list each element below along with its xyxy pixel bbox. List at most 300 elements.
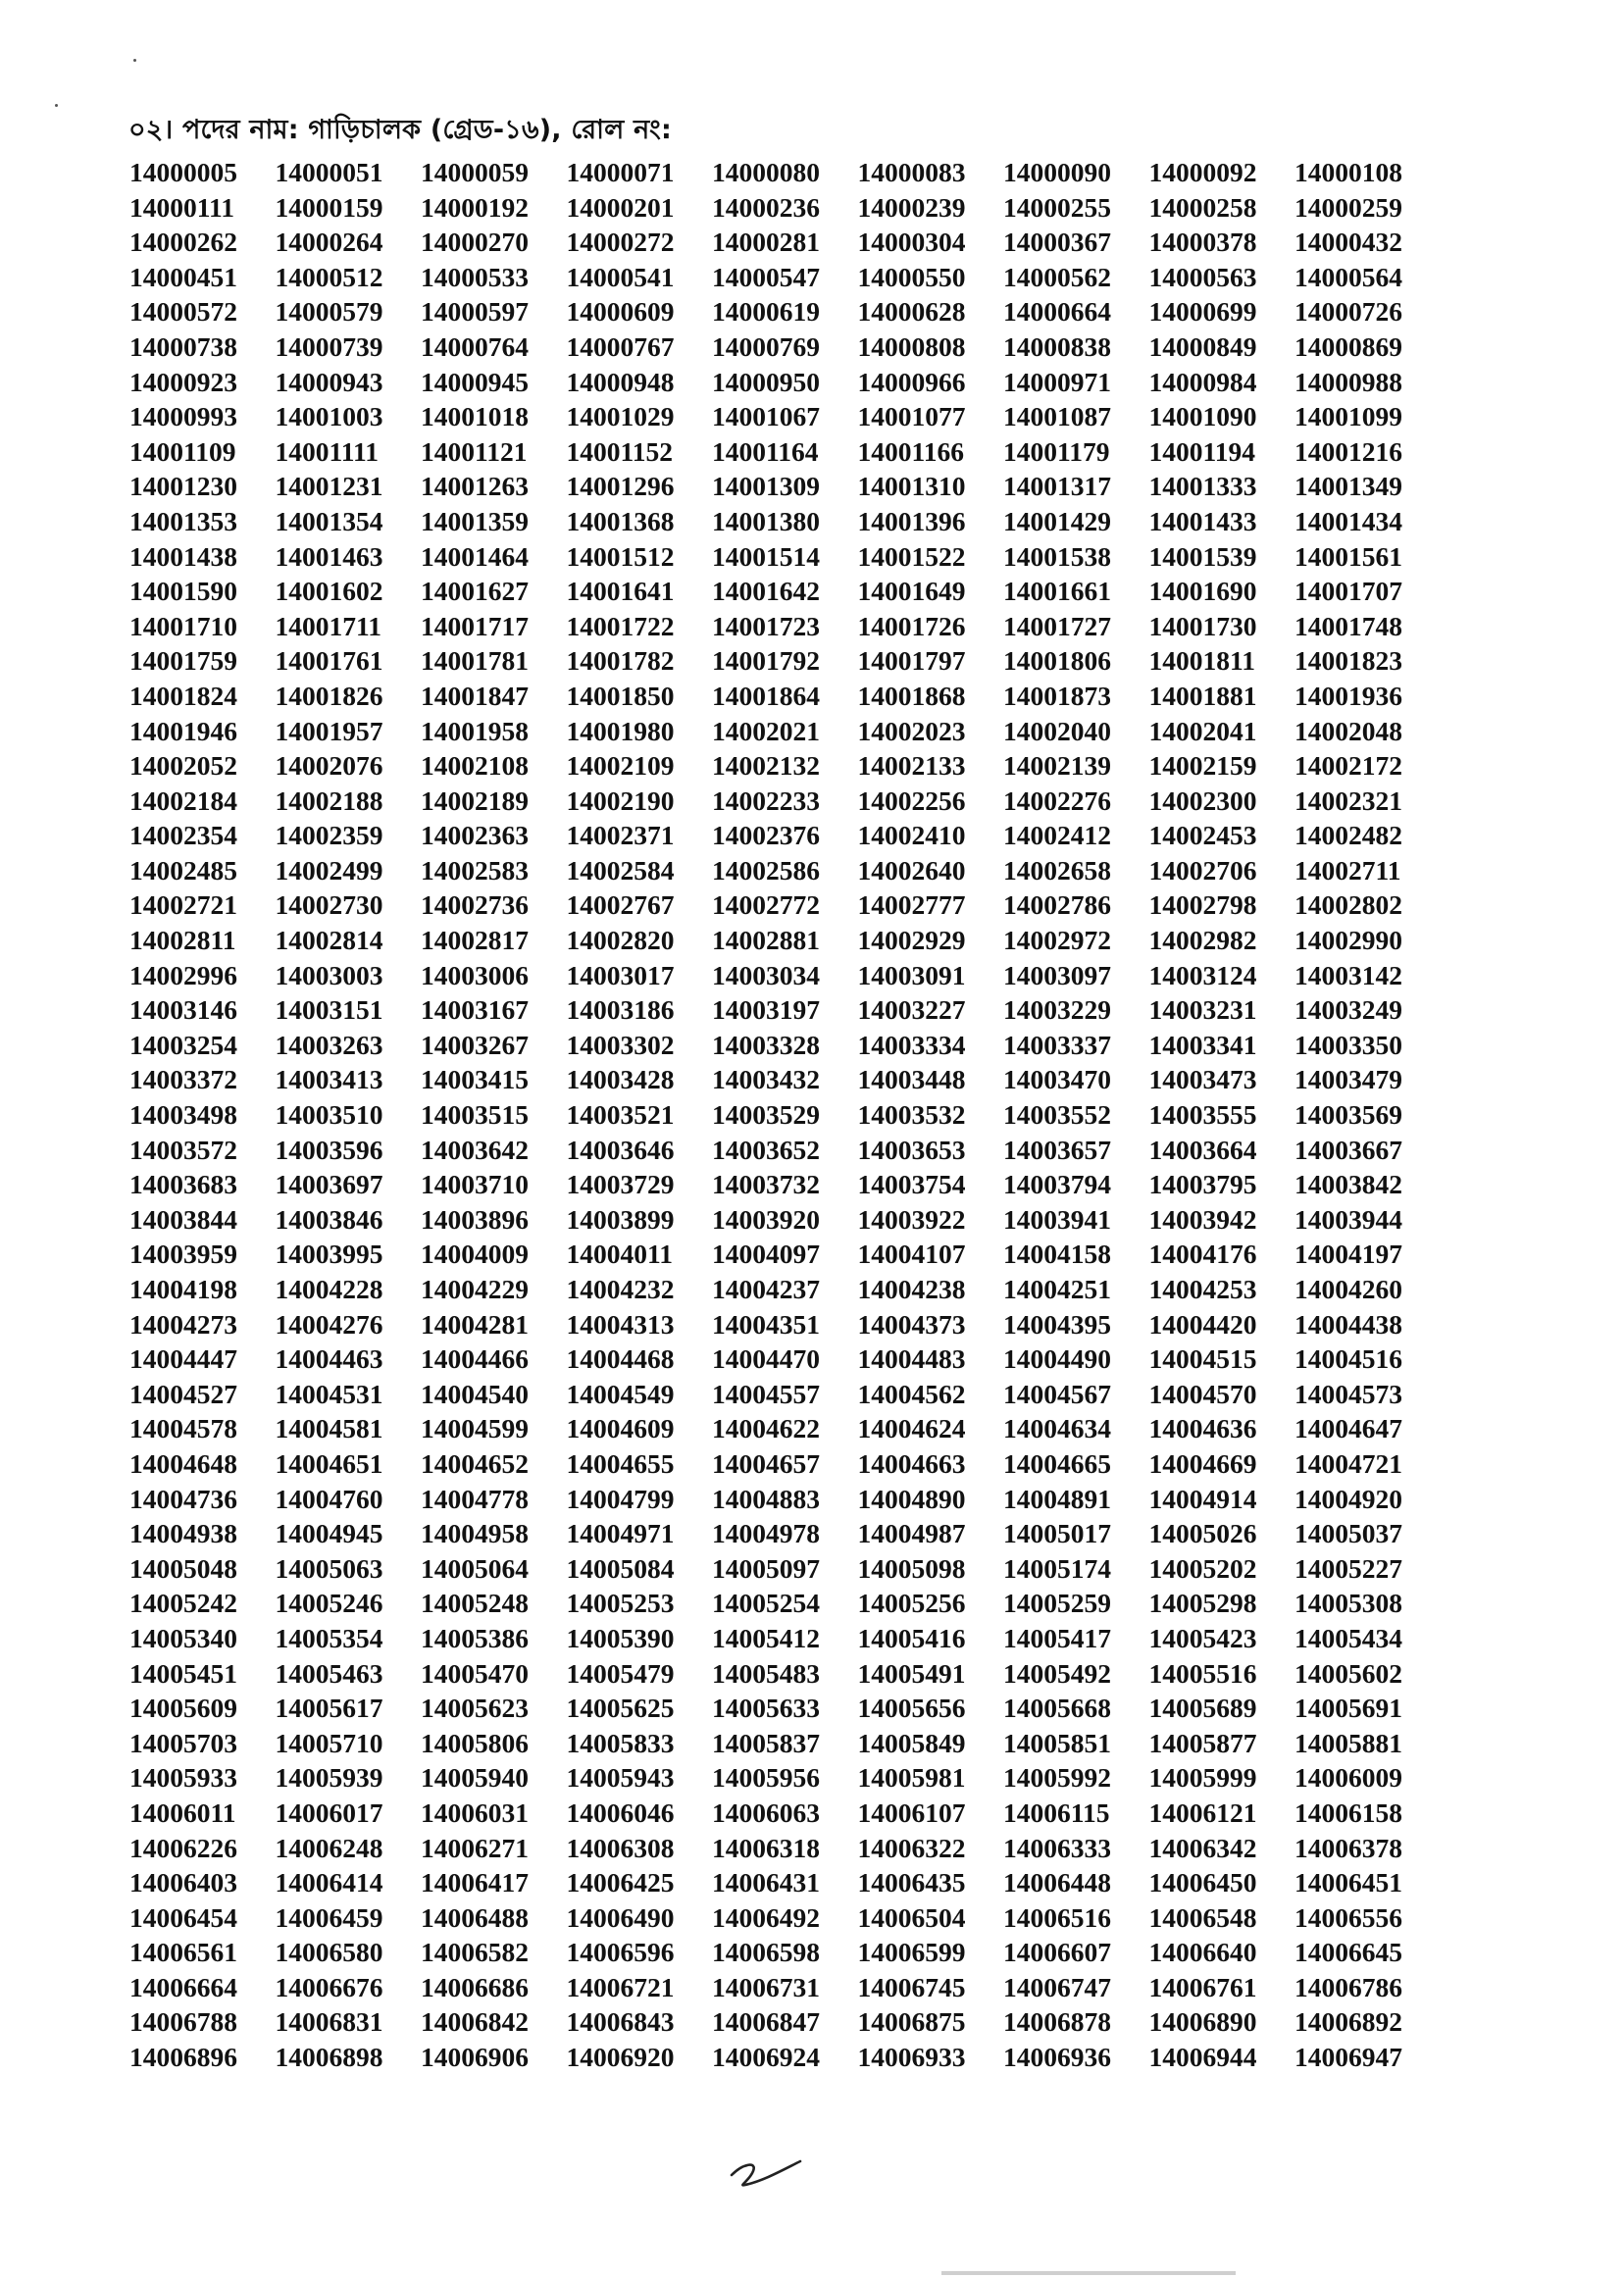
- roll-number-cell: 14002321: [1294, 785, 1402, 816]
- roll-number-cell: 14003653: [857, 1134, 966, 1165]
- roll-number-cell: 14006933: [857, 2042, 966, 2073]
- roll-number-cell: 14006747: [1003, 1971, 1111, 2002]
- roll-number-cell: 14001179: [1003, 435, 1110, 467]
- roll-number-cell: 14006607: [1003, 1937, 1111, 1968]
- roll-number-cell: 14003646: [566, 1134, 675, 1165]
- roll-number-cell: 14004721: [1294, 1447, 1402, 1479]
- roll-number-cell: 14004251: [1003, 1274, 1111, 1304]
- roll-number-cell: 14003229: [1003, 994, 1111, 1026]
- roll-number-cell: 14002640: [857, 854, 966, 886]
- roll-number-cell: 14005981: [857, 1762, 966, 1794]
- roll-number-cell: 14003521: [566, 1099, 675, 1131]
- roll-number-cell: 14000092: [1148, 157, 1257, 187]
- roll-number-cell: 14003732: [712, 1169, 820, 1200]
- roll-number-cell: 14006450: [1148, 1867, 1257, 1898]
- roll-number-cell: 14003017: [566, 959, 675, 990]
- roll-number-cell: 14005354: [275, 1622, 383, 1653]
- roll-number-cell: 14001957: [275, 715, 383, 746]
- roll-number-cell: 14006731: [712, 1971, 820, 2002]
- roll-number-cell: 14002190: [566, 785, 675, 816]
- roll-number-cell: 14004276: [275, 1308, 383, 1340]
- roll-number-cell: 14002499: [275, 854, 383, 886]
- roll-number-cell: 14001029: [566, 401, 675, 432]
- roll-number-cell: 14006892: [1294, 2006, 1402, 2038]
- roll-number-cell: 14006878: [1003, 2006, 1111, 2038]
- roll-number-cell: 14003995: [275, 1239, 383, 1270]
- roll-number-cell: 14002736: [421, 889, 529, 921]
- roll-number-cell: 14006435: [857, 1867, 966, 1898]
- roll-number-cell: 14006596: [566, 1937, 675, 1968]
- roll-number-cell: 14004351: [712, 1308, 820, 1340]
- roll-number-cell: 14003415: [421, 1064, 529, 1095]
- roll-number-cell: 14006107: [857, 1797, 966, 1828]
- roll-number-cell: 14004447: [129, 1343, 237, 1375]
- roll-number-cell: 14003569: [1294, 1099, 1402, 1131]
- roll-number-cell: 14003186: [566, 994, 675, 1026]
- roll-number-cell: 14002159: [1148, 750, 1257, 782]
- roll-number-cell: 14005026: [1148, 1518, 1257, 1549]
- roll-number-cell: 14004987: [857, 1518, 966, 1549]
- roll-number-cell: 14001958: [421, 715, 529, 746]
- roll-number-cell: 14000984: [1148, 366, 1257, 397]
- roll-number-cell: 14005933: [129, 1762, 237, 1794]
- roll-number-cell: 14003510: [275, 1099, 383, 1131]
- roll-number-cell: 14001561: [1294, 540, 1402, 572]
- roll-number-cell: 14005999: [1148, 1762, 1257, 1794]
- roll-number-cell: 14005943: [566, 1762, 675, 1794]
- roll-number-cell: 14003842: [1294, 1169, 1402, 1200]
- roll-number-cell: 14004971: [566, 1518, 675, 1549]
- roll-number-cell: 14005248: [421, 1588, 529, 1619]
- roll-number-cell: 14002023: [857, 715, 966, 746]
- roll-number-cell: 14001727: [1003, 610, 1111, 641]
- roll-number-cell: 14000948: [566, 366, 675, 397]
- roll-number-cell: 14005483: [712, 1657, 820, 1689]
- roll-number-cell: 14001077: [857, 401, 966, 432]
- roll-number-cell: 14004260: [1294, 1274, 1402, 1304]
- roll-number-cell: 14001590: [129, 576, 237, 607]
- roll-number-cell: 14003529: [712, 1099, 820, 1131]
- roll-number-cell: 14005064: [421, 1552, 529, 1584]
- roll-number-cell: 14000255: [1003, 191, 1111, 223]
- roll-number-cell: 14004599: [421, 1413, 529, 1444]
- roll-number-cell: 14004891: [1003, 1483, 1111, 1514]
- roll-number-cell: 14001538: [1003, 540, 1111, 572]
- roll-number-cell: 14004636: [1148, 1413, 1257, 1444]
- roll-number-cell: 14006011: [129, 1797, 236, 1828]
- roll-number-cell: 14000971: [1003, 366, 1111, 397]
- roll-number-cell: 14003498: [129, 1099, 237, 1131]
- roll-number-cell: 14006451: [1294, 1867, 1402, 1898]
- roll-number-cell: 14001090: [1148, 401, 1257, 432]
- roll-number-cell: 14006599: [857, 1937, 966, 1968]
- roll-number-cell: 14000262: [129, 227, 237, 258]
- roll-number-cell: 14003515: [421, 1099, 529, 1131]
- scan-speck: [55, 104, 58, 107]
- roll-number-cell: 14000071: [566, 157, 675, 187]
- roll-number-cell: 14006248: [275, 1832, 383, 1863]
- roll-number-cell: 14002233: [712, 785, 820, 816]
- roll-number-cell: 14006414: [275, 1867, 383, 1898]
- roll-number-cell: 14004237: [712, 1274, 820, 1304]
- roll-number-cell: 14001434: [1294, 505, 1402, 536]
- roll-number-cell: 14004655: [566, 1447, 675, 1479]
- roll-number-cell: 14004938: [129, 1518, 237, 1549]
- roll-number-cell: 14000451: [129, 261, 237, 292]
- roll-number-cell: 14000849: [1148, 330, 1257, 362]
- roll-number-cell: 14005227: [1294, 1552, 1402, 1584]
- roll-number-cell: 14005516: [1148, 1657, 1257, 1689]
- roll-number-cell: 14005992: [1003, 1762, 1111, 1794]
- roll-number-cell: 14003532: [857, 1099, 966, 1131]
- roll-number-cell: 14002772: [712, 889, 820, 921]
- roll-number-cell: 14002586: [712, 854, 820, 886]
- roll-number-cell: 14006403: [129, 1867, 237, 1898]
- roll-number-cell: 14000564: [1294, 261, 1402, 292]
- roll-number-cell: 14001690: [1148, 576, 1257, 607]
- roll-number-cell: 14006318: [712, 1832, 820, 1863]
- roll-number-cell: 14000005: [129, 157, 237, 187]
- roll-number-cell: 14003642: [421, 1134, 529, 1165]
- roll-number-cell: 14003944: [1294, 1203, 1402, 1235]
- roll-number-cell: 14006417: [421, 1867, 529, 1898]
- roll-number-cell: 14000051: [275, 157, 383, 187]
- roll-number-cell: 14003448: [857, 1064, 966, 1095]
- roll-number-cell: 14004914: [1148, 1483, 1257, 1514]
- roll-number-cell: 14003795: [1148, 1169, 1257, 1200]
- roll-number-cell: 14005806: [421, 1727, 529, 1758]
- roll-number-cell: 14002583: [421, 854, 529, 886]
- roll-number-cell: 14001748: [1294, 610, 1402, 641]
- roll-number-cell: 14003227: [857, 994, 966, 1026]
- roll-number-cell: 14004567: [1003, 1378, 1111, 1409]
- roll-number-cell: 14002139: [1003, 750, 1111, 782]
- roll-number-cell: 14005833: [566, 1727, 675, 1758]
- roll-number-cell: 14002814: [275, 925, 383, 956]
- roll-number-cell: 14003664: [1148, 1134, 1257, 1165]
- roll-number-cell: 14003794: [1003, 1169, 1111, 1200]
- roll-number-cell: 14003657: [1003, 1134, 1111, 1165]
- roll-number-cell: 14001438: [129, 540, 237, 572]
- roll-number-cell: 14006831: [275, 2006, 383, 2038]
- roll-number-cell: 14006031: [421, 1797, 529, 1828]
- roll-number-cell: 14003432: [712, 1064, 820, 1095]
- roll-number-cell: 14003006: [421, 959, 529, 990]
- roll-number-cell: 14001067: [712, 401, 820, 432]
- roll-number-cell: 14006944: [1148, 2042, 1257, 2073]
- roll-number-cell: 14000270: [421, 227, 529, 258]
- roll-number-cell: 14001354: [275, 505, 383, 536]
- roll-number-cell: 14003372: [129, 1064, 237, 1095]
- roll-number-cell: 14005063: [275, 1552, 383, 1584]
- roll-number-cell: 14005098: [857, 1552, 966, 1584]
- roll-number-cell: 14004609: [566, 1413, 675, 1444]
- roll-number-cell: 14002300: [1148, 785, 1257, 816]
- roll-number-cell: 14001723: [712, 610, 820, 641]
- roll-number-cell: 14005881: [1294, 1727, 1402, 1758]
- roll-number-cell: 14002371: [566, 820, 675, 851]
- roll-number-cell: 14001980: [566, 715, 675, 746]
- roll-number-cell: 14000664: [1003, 296, 1111, 328]
- roll-number-cell: 14001216: [1294, 435, 1402, 467]
- roll-number-cell: 14005417: [1003, 1622, 1111, 1653]
- roll-number-cell: 14005416: [857, 1622, 966, 1653]
- roll-number-cell: 14002453: [1148, 820, 1257, 851]
- roll-number-cell: 14004557: [712, 1378, 820, 1409]
- roll-number-cell: 14001368: [566, 505, 675, 536]
- roll-number-cell: 14006745: [857, 1971, 966, 2002]
- roll-number-cell: 14005617: [275, 1693, 383, 1724]
- roll-number-cell: 14003142: [1294, 959, 1402, 990]
- roll-number-cell: 14006786: [1294, 1971, 1402, 2002]
- roll-number-cell: 14003652: [712, 1134, 820, 1165]
- roll-number-cell: 14006686: [421, 1971, 529, 2002]
- roll-number-cell: 14006847: [712, 2006, 820, 2038]
- roll-number-cell: 14001602: [275, 576, 383, 607]
- roll-number-cell: 14004395: [1003, 1308, 1111, 1340]
- roll-number-cell: 14004581: [275, 1413, 383, 1444]
- roll-number-cell: 14005849: [857, 1727, 966, 1758]
- roll-number-cell: 14006580: [275, 1937, 383, 1968]
- roll-number-cell: 14005242: [129, 1588, 237, 1619]
- roll-number-cell: 14003124: [1148, 959, 1257, 990]
- roll-number-cell: 14004516: [1294, 1343, 1402, 1375]
- roll-number-cell: 14001230: [129, 471, 237, 502]
- roll-number-cell: 14003922: [857, 1203, 966, 1235]
- scan-edge-mark: [941, 2271, 1236, 2275]
- roll-number-cell: 14006308: [566, 1832, 675, 1863]
- roll-number-cell: 14004009: [421, 1239, 529, 1270]
- roll-number-cell: 14001781: [421, 645, 529, 677]
- roll-number-cell: 14005048: [129, 1552, 237, 1584]
- roll-number-cell: 14005308: [1294, 1588, 1402, 1619]
- roll-number-cell: 14004470: [712, 1343, 820, 1375]
- roll-number-cell: 14004253: [1148, 1274, 1257, 1304]
- roll-number-cell: 14003552: [1003, 1099, 1111, 1131]
- roll-number-cell: 14006890: [1148, 2006, 1257, 2038]
- roll-number-cell: 14000739: [275, 330, 383, 362]
- roll-number-cell: 14006271: [421, 1832, 529, 1863]
- roll-number-cell: 14004570: [1148, 1378, 1257, 1409]
- roll-number-cell: 14005434: [1294, 1622, 1402, 1653]
- roll-number-cell: 14006875: [857, 2006, 966, 2038]
- roll-number-cell: 14004229: [421, 1274, 529, 1304]
- roll-number-cell: 14003350: [1294, 1029, 1402, 1060]
- roll-number-cell: 14004483: [857, 1343, 966, 1375]
- roll-number-cell: 14002658: [1003, 854, 1111, 886]
- roll-number-cell: 14000259: [1294, 191, 1402, 223]
- roll-number-cell: 14002184: [129, 785, 237, 816]
- roll-number-cell: 14006561: [129, 1937, 237, 1968]
- roll-number-cell: 14005625: [566, 1693, 675, 1724]
- roll-number-cell: 14004778: [421, 1483, 529, 1514]
- roll-number-cell: 14006947: [1294, 2042, 1402, 2073]
- roll-number-cell: 14006936: [1003, 2042, 1111, 2073]
- roll-number-cell: 14005689: [1148, 1693, 1257, 1724]
- roll-number-cell: 14000563: [1148, 261, 1257, 292]
- page-heading: ০২। পদের নাম: গাড়িচালক (গ্রেড-১৬), রোল নং:: [128, 115, 673, 145]
- roll-number-cell: 14004648: [129, 1447, 237, 1479]
- roll-number-cell: 14001333: [1148, 471, 1257, 502]
- roll-number-cell: 14003428: [566, 1064, 675, 1095]
- roll-number-cell: 14006645: [1294, 1937, 1402, 1968]
- roll-number-cell: 14002802: [1294, 889, 1402, 921]
- roll-number-cell: 14006009: [1294, 1762, 1402, 1794]
- roll-number-cell: 14005340: [129, 1622, 237, 1653]
- roll-number-cell: 14003596: [275, 1134, 383, 1165]
- roll-number-cell: 14002376: [712, 820, 820, 851]
- roll-number-cell: 14002410: [857, 820, 966, 851]
- roll-number-cell: 14002041: [1148, 715, 1257, 746]
- roll-number-cell: 14001806: [1003, 645, 1111, 677]
- roll-number-cell: 14006924: [712, 2042, 820, 2073]
- roll-number-cell: 14000869: [1294, 330, 1402, 362]
- roll-number-cell: 14002133: [857, 750, 966, 782]
- roll-number-cell: 14002817: [421, 925, 529, 956]
- roll-number-cell: 14003470: [1003, 1064, 1111, 1095]
- roll-number-cell: 14006556: [1294, 1901, 1402, 1933]
- roll-number-cell: 14006378: [1294, 1832, 1402, 1863]
- roll-number-cell: 14003844: [129, 1203, 237, 1235]
- roll-number-cell: 14004238: [857, 1274, 966, 1304]
- roll-number-cell: 14006322: [857, 1832, 966, 1863]
- roll-number-cell: 14002109: [566, 750, 675, 782]
- roll-number-cell: 14005412: [712, 1622, 820, 1653]
- roll-number-cell: 14004657: [712, 1447, 820, 1479]
- roll-number-cell: 14001717: [421, 610, 529, 641]
- roll-number-cell: 14004760: [275, 1483, 383, 1514]
- roll-number-cell: 14000923: [129, 366, 237, 397]
- roll-number-cell: 14002721: [129, 889, 237, 921]
- roll-number-cell: 14000619: [712, 296, 820, 328]
- roll-number-cell: 14001396: [857, 505, 966, 536]
- roll-number-cell: 14006504: [857, 1901, 966, 1933]
- roll-number-cell: 14000059: [421, 157, 529, 187]
- roll-number-cell: 14000726: [1294, 296, 1402, 328]
- roll-number-cell: 14005202: [1148, 1552, 1257, 1584]
- roll-number-cell: 14001433: [1148, 505, 1257, 536]
- roll-number-cell: 14001349: [1294, 471, 1402, 502]
- roll-number-cell: 14003667: [1294, 1134, 1402, 1165]
- roll-number-cell: 14003341: [1148, 1029, 1257, 1060]
- roll-number-cell: 14004515: [1148, 1343, 1257, 1375]
- roll-number-cell: 14004273: [129, 1308, 237, 1340]
- roll-number-cell: 14006063: [712, 1797, 820, 1828]
- roll-number-cell: 14001850: [566, 680, 675, 711]
- roll-number-cell: 14004883: [712, 1483, 820, 1514]
- roll-number-cell: 14004198: [129, 1274, 237, 1304]
- roll-number-cell: 14001710: [129, 610, 237, 641]
- roll-number-cell: 14000111: [129, 191, 234, 223]
- roll-number-cell: 14000738: [129, 330, 237, 362]
- roll-number-cell: 14002132: [712, 750, 820, 782]
- roll-number-cell: 14001722: [566, 610, 675, 641]
- roll-number-cell: 14002777: [857, 889, 966, 921]
- roll-number-cell: 14002972: [1003, 925, 1111, 956]
- roll-number-cell: 14003167: [421, 994, 529, 1026]
- roll-number-cell: 14000236: [712, 191, 820, 223]
- roll-number-cell: 14000838: [1003, 330, 1111, 362]
- roll-number-cell: 14006490: [566, 1901, 675, 1933]
- roll-number-cell: 14000547: [712, 261, 820, 292]
- roll-number-cell: 14003197: [712, 994, 820, 1026]
- roll-number-cell: 14000808: [857, 330, 966, 362]
- roll-number-cell: 14004651: [275, 1447, 383, 1479]
- roll-number-cell: 14001231: [275, 471, 383, 502]
- roll-number-cell: 14000572: [129, 296, 237, 328]
- roll-number-cell: 14000264: [275, 227, 383, 258]
- roll-number-cell: 14006046: [566, 1797, 675, 1828]
- roll-number-cell: 14005633: [712, 1693, 820, 1724]
- roll-number-cell: 14002359: [275, 820, 383, 851]
- roll-number-cell: 14003959: [129, 1239, 237, 1270]
- roll-number-cell: 14001164: [712, 435, 819, 467]
- roll-number-cell: 14002021: [712, 715, 820, 746]
- roll-number-cell: 14004978: [712, 1518, 820, 1549]
- roll-number-cell: 14004562: [857, 1378, 966, 1409]
- roll-number-cell: 14006492: [712, 1901, 820, 1933]
- roll-number-cell: 14001824: [129, 680, 237, 711]
- roll-number-cell: 14000258: [1148, 191, 1257, 223]
- roll-number-cell: 14003729: [566, 1169, 675, 1200]
- roll-number-cell: 14004228: [275, 1274, 383, 1304]
- roll-number-cell: 14002189: [421, 785, 529, 816]
- roll-number-cell: 14001166: [857, 435, 964, 467]
- roll-number-cell: 14003572: [129, 1134, 237, 1165]
- roll-number-cell: 14006333: [1003, 1832, 1111, 1863]
- roll-number-cell: 14002706: [1148, 854, 1257, 886]
- roll-number-cell: 14006920: [566, 2042, 675, 2073]
- roll-number-cell: 14003941: [1003, 1203, 1111, 1235]
- roll-number-cell: 14006640: [1148, 1937, 1257, 1968]
- roll-number-cell: 14003328: [712, 1029, 820, 1060]
- roll-number-cell: 14006906: [421, 2042, 529, 2073]
- roll-number-cell: 14005479: [566, 1657, 675, 1689]
- roll-number-cell: 14001864: [712, 680, 820, 711]
- roll-number-cell: 14005609: [129, 1693, 237, 1724]
- roll-number-cell: 14000764: [421, 330, 529, 362]
- roll-number-cell: 14006158: [1294, 1797, 1402, 1828]
- roll-number-cell: 14000512: [275, 261, 383, 292]
- roll-number-cell: 14000628: [857, 296, 966, 328]
- roll-number-cell: 14002363: [421, 820, 529, 851]
- roll-number-cell: 14000159: [275, 191, 383, 223]
- roll-number-cell: 14005390: [566, 1622, 675, 1653]
- roll-number-cell: 14005703: [129, 1727, 237, 1758]
- roll-number-cell: 14005691: [1294, 1693, 1402, 1724]
- roll-number-cell: 14005084: [566, 1552, 675, 1584]
- roll-number-cell: 14006017: [275, 1797, 383, 1828]
- roll-number-cell: 14000367: [1003, 227, 1111, 258]
- roll-number-cell: 14003097: [1003, 959, 1111, 990]
- roll-number-cell: 14001761: [275, 645, 383, 677]
- roll-number-cell: 14005656: [857, 1693, 966, 1724]
- roll-number-cell: 14001109: [129, 435, 236, 467]
- roll-number-cell: 14006664: [129, 1971, 237, 2002]
- roll-number-cell: 14004011: [566, 1239, 673, 1270]
- roll-number-cell: 14004490: [1003, 1343, 1111, 1375]
- roll-number-cell: 14004540: [421, 1378, 529, 1409]
- roll-number-cell: 14001726: [857, 610, 966, 641]
- roll-number-cell: 14003254: [129, 1029, 237, 1060]
- roll-number-cell: 14003413: [275, 1064, 383, 1095]
- roll-number-cell: 14000090: [1003, 157, 1111, 187]
- roll-number-cell: 14004313: [566, 1308, 675, 1340]
- roll-number-cell: 14004663: [857, 1447, 966, 1479]
- roll-number-cell: 14006598: [712, 1937, 820, 1968]
- roll-number-cell: 14003231: [1148, 994, 1257, 1026]
- roll-number-cell: 14005254: [712, 1588, 820, 1619]
